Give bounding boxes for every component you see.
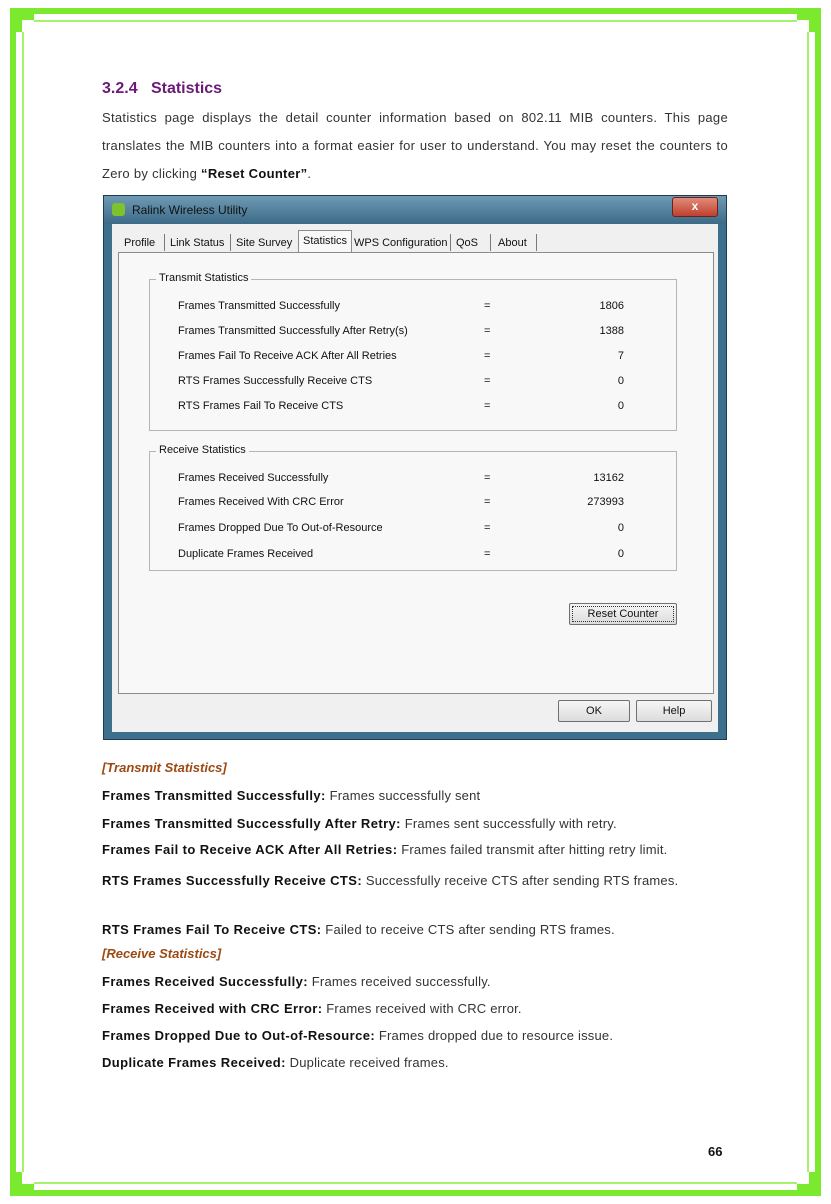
- stat-label: Frames Dropped Due To Out-of-Resource: [178, 522, 383, 534]
- app-icon: [112, 203, 125, 216]
- intro-end: .: [307, 166, 312, 181]
- border-corner-top-left: [10, 8, 34, 32]
- tab-site-survey[interactable]: Site Survey: [236, 237, 293, 249]
- intro-paragraph: [102, 104, 728, 188]
- desc-text: Duplicate received frames.: [285, 1055, 449, 1070]
- utility-window: [103, 195, 727, 740]
- tab-divider: [536, 234, 537, 251]
- stat-equals: =: [484, 325, 491, 337]
- transmit-statistics-group: [149, 272, 677, 431]
- stat-value: 0: [617, 522, 624, 534]
- stat-label: Frames Received With CRC Error: [178, 496, 344, 508]
- stat-row: [150, 325, 676, 341]
- tab-profile[interactable]: Profile: [124, 237, 156, 249]
- stat-value: 1388: [599, 325, 624, 337]
- tab-divider: [450, 234, 451, 251]
- desc-item: [102, 922, 728, 937]
- group-title: Receive Statistics: [156, 444, 249, 456]
- stat-value: 13162: [593, 472, 624, 484]
- tab-about[interactable]: About: [498, 237, 527, 249]
- desc-text: Successfully receive CTS after sending RTS frames.: [362, 873, 679, 888]
- stat-value: 0: [617, 548, 624, 560]
- stat-equals: =: [484, 350, 491, 362]
- desc-text: Frames successfully sent: [325, 788, 481, 803]
- receive-statistics-group: [149, 444, 677, 571]
- stat-label: Frames Transmitted Successfully After Retry(s): [178, 325, 408, 337]
- border-corner-bottom-left: [10, 1172, 34, 1196]
- stat-label: Duplicate Frames Received: [178, 548, 314, 560]
- stat-label: Frames Fail To Receive ACK After All Retries: [178, 350, 397, 362]
- stat-row: [150, 300, 676, 316]
- stat-row: [150, 472, 676, 488]
- tab-divider: [490, 234, 491, 251]
- reset-counter-button[interactable]: Reset Counter: [569, 603, 677, 625]
- tab-link-status[interactable]: Link Status: [170, 237, 225, 249]
- stat-value: 0: [617, 375, 624, 387]
- page-number: 66: [708, 1144, 723, 1159]
- tab-divider: [230, 234, 231, 251]
- section-title: Statistics: [150, 80, 223, 97]
- desc-item: [102, 868, 728, 894]
- desc-item: [102, 974, 728, 989]
- stat-equals: =: [484, 300, 491, 312]
- stat-row: [150, 496, 676, 512]
- stat-label: RTS Frames Fail To Receive CTS: [178, 400, 344, 412]
- border-corner-top-right: [797, 8, 821, 32]
- desc-term: Frames Received with CRC Error:: [102, 1001, 323, 1016]
- desc-term: Frames Transmitted Successfully:: [102, 788, 326, 803]
- desc-term: Frames Transmitted Successfully After Retry:: [102, 816, 401, 831]
- stat-value: 273993: [587, 496, 624, 508]
- stat-label: Frames Received Successfully: [178, 472, 329, 484]
- stat-equals: =: [484, 522, 491, 534]
- tab-qos[interactable]: QoS: [456, 237, 479, 249]
- window-client: [112, 224, 718, 732]
- desc-text: Frames sent successfully with retry.: [400, 816, 617, 831]
- ok-button[interactable]: OK: [558, 700, 630, 722]
- section-number: 3.2.4: [102, 80, 138, 97]
- statistics-panel: [118, 252, 714, 694]
- desc-term: Duplicate Frames Received:: [102, 1055, 286, 1070]
- stat-value: 7: [617, 350, 624, 362]
- intro-bold: “Reset Counter”: [201, 166, 308, 181]
- desc-term: RTS Frames Fail To Receive CTS:: [102, 922, 322, 937]
- stat-equals: =: [484, 472, 491, 484]
- desc-item: [102, 816, 728, 831]
- stat-equals: =: [484, 548, 491, 560]
- stat-value: 1806: [599, 300, 624, 312]
- stat-value: 0: [617, 400, 624, 412]
- window-title: Ralink Wireless Utility: [132, 203, 248, 217]
- desc-item: [102, 788, 728, 803]
- stat-row: [150, 350, 676, 366]
- section-heading: [102, 80, 222, 98]
- stat-row: [150, 548, 676, 564]
- stat-equals: =: [484, 375, 491, 387]
- desc-term: RTS Frames Successfully Receive CTS:: [102, 873, 363, 888]
- desc-text: Failed to receive CTS after sending RTS frames.: [321, 922, 615, 937]
- desc-item: [102, 1001, 728, 1016]
- close-button[interactable]: x: [672, 197, 718, 217]
- transmit-statistics-heading: [Transmit Statistics]: [102, 760, 227, 775]
- stat-label: RTS Frames Successfully Receive CTS: [178, 375, 373, 387]
- window-titlebar: [104, 196, 726, 224]
- stat-equals: =: [484, 400, 491, 412]
- stat-label: Frames Transmitted Successfully: [178, 300, 340, 312]
- desc-text: Frames received with CRC error.: [322, 1001, 522, 1016]
- tab-statistics[interactable]: Statistics: [298, 230, 352, 252]
- tab-wps-configuration[interactable]: WPS Configuration: [354, 237, 448, 249]
- tab-divider: [164, 234, 165, 251]
- desc-item: [102, 1028, 728, 1043]
- stat-row: [150, 522, 676, 538]
- stat-row: [150, 400, 676, 416]
- desc-text: Frames failed transmit after hitting retry limit.: [397, 842, 668, 857]
- desc-term: Frames Received Successfully:: [102, 974, 308, 989]
- stat-row: [150, 375, 676, 391]
- receive-statistics-heading: [Receive Statistics]: [102, 946, 222, 961]
- group-title: Transmit Statistics: [156, 272, 251, 284]
- desc-term: Frames Dropped Due to Out-of-Resource:: [102, 1028, 376, 1043]
- desc-item: [102, 1055, 728, 1070]
- stat-equals: =: [484, 496, 491, 508]
- desc-text: Frames received successfully.: [307, 974, 491, 989]
- desc-term: Frames Fail to Receive ACK After All Retries:: [102, 842, 398, 857]
- help-button[interactable]: Help: [636, 700, 712, 722]
- desc-item: [102, 842, 728, 857]
- desc-text: Frames dropped due to resource issue.: [375, 1028, 614, 1043]
- intro-text: Statistics page displays the detail counter information based on 802.11 MIB counters. This page translates the MIB counters into a format easier for user to understand. You may reset the counters to Zero by clicking: [102, 110, 728, 181]
- border-corner-bottom-right: [797, 1172, 821, 1196]
